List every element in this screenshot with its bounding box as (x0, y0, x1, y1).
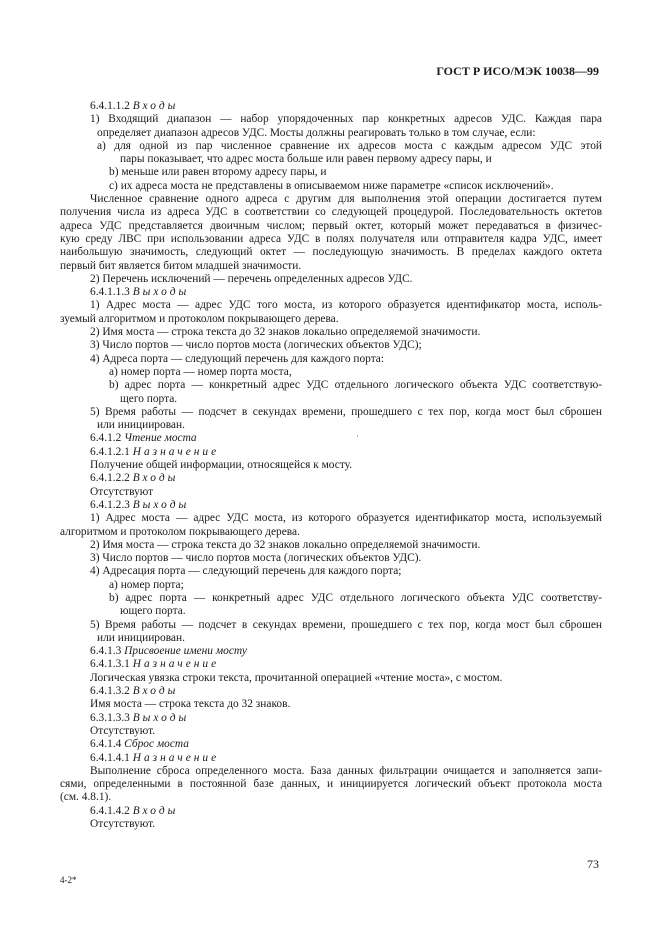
emphasis-text: Назначение (132, 445, 220, 458)
line-text: Получение общей информации, относящейся к мосту. (90, 459, 353, 472)
text-line (60, 100, 602, 113)
line-text: a) номер порта; (109, 578, 184, 591)
line-text: 1) Адрес моста — адрес УДС моста, из которого образуется идентификатор моста, используемый (90, 512, 602, 525)
emphasis-text: Чтение моста (124, 432, 197, 445)
line-text: сями, определенными в постоянной базе данных, и инициируется логический объект протокола моста (60, 778, 602, 791)
line-text: Логическая увязка строки текста, прочитанной операцией «чтение моста», с мостом. (90, 671, 503, 684)
line-text: a) номер порта — номер порта моста, (109, 365, 292, 378)
line-text: 4) Адреса порта — следующий перечень для каждого порта: (90, 352, 385, 365)
text-line (60, 113, 602, 126)
text-line (60, 539, 602, 552)
text-line (60, 180, 602, 193)
text-line (60, 632, 602, 645)
line-text: b) меньше или равен второму адресу пары, и (109, 166, 327, 179)
emphasis-text: Выходы (132, 498, 190, 511)
line-text: 6.4.1.2.1 (90, 445, 133, 458)
line-text: b) адрес порта — конкретный адрес УДС отдельного логического объекта УДС соответству- (109, 591, 602, 604)
line-text: Отсутствуют. (90, 724, 156, 737)
line-text: 6.4.1.1.2 (90, 100, 133, 112)
line-text: c) их адреса моста не представлены в описываемом ниже параметре «список исключений». (109, 179, 554, 192)
line-text: 6.4.1.2.3 (90, 498, 133, 511)
text-line (60, 672, 602, 685)
emphasis-text: Выходы (132, 711, 190, 724)
text-line (60, 752, 602, 765)
text-line (60, 286, 602, 299)
text-line (60, 698, 602, 711)
text-line (60, 605, 602, 618)
line-text: определяет диапазон адресов УДС. Мосты должны реагировать только в том случае, если: (97, 126, 536, 139)
text-line (60, 738, 602, 751)
text-line (60, 712, 602, 725)
text-line (60, 246, 602, 259)
line-text: Отсутствуют (90, 485, 154, 498)
line-text: Имя моста — строка текста до 32 знаков. (90, 698, 291, 711)
text-line (60, 459, 602, 472)
text-line (60, 432, 602, 445)
line-text: 3) Число портов — число портов моста (логических объектов УДС). (90, 552, 422, 565)
text-line (60, 472, 602, 485)
text-line (60, 565, 602, 578)
text-line (60, 233, 602, 246)
emphasis-text: Входы (132, 100, 179, 112)
text-line (60, 260, 602, 273)
line-text: Отсутствуют. (90, 818, 156, 831)
text-line (60, 353, 602, 366)
text-line (60, 446, 602, 459)
line-text: (см. 4.8.1). (60, 791, 112, 804)
text-line (60, 791, 602, 804)
line-text: или инициирован. (97, 419, 185, 432)
line-text: 3) Число портов — число портов моста (логических объектов УДС); (90, 339, 422, 352)
text-line (60, 166, 602, 179)
text-line (60, 419, 602, 432)
line-text: Численное сравнение одного адреса с другим для выполнения этой операции достигается путем (90, 193, 602, 206)
emphasis-text: Выходы (132, 286, 190, 299)
emphasis-text: Назначение (132, 658, 220, 671)
text-line (60, 366, 602, 379)
text-line (60, 140, 602, 153)
line-text: получения числа из адреса УДС в соответствии со следующей процедурой. Последовательность октетов (60, 206, 602, 219)
line-text: 6.4.1.4.2 (90, 804, 133, 817)
emphasis-text: Сброс моста (124, 738, 189, 751)
emphasis-text: Назначение (132, 751, 220, 764)
text-line (60, 299, 602, 312)
text-line (60, 339, 602, 352)
emphasis-text: Входы (132, 472, 179, 485)
line-text: a) для одной из пар численное сравнение их адресов моста с каждым адресом УДС этой (97, 139, 602, 152)
line-text: Выполнение сброса определенного моста. База данных фильтрации очищается и заполняется запи- (90, 764, 602, 777)
text-line (60, 206, 602, 219)
line-text: пары показывает, что адрес моста больше или равен первому адресу пары, и (120, 153, 492, 166)
text-line (60, 127, 602, 140)
line-text: 6.4.1.2.2 (90, 472, 133, 485)
line-text: алгоритмом и протоколом покрывающего дерева. (60, 525, 300, 538)
stray-mark: ' (357, 434, 359, 442)
text-line (60, 193, 602, 206)
text-line (60, 619, 602, 632)
line-text: 6.4.1.3.1 (90, 658, 133, 671)
line-text: 5) Время работы — подсчет в секундах времени, прошедшего с тех пор, когда мост был сброшен (90, 618, 602, 631)
text-line (60, 313, 602, 326)
text-line (60, 552, 602, 565)
line-text: щего порта. (120, 392, 178, 405)
line-text: или инициирован. (97, 631, 185, 644)
text-line (60, 592, 602, 605)
line-text: первый бит является битом младшей значимости. (60, 259, 302, 272)
text-line (60, 486, 602, 499)
text-line (60, 765, 602, 778)
text-line (60, 379, 602, 392)
line-text: 6.4.1.2 (90, 432, 125, 445)
text-line (60, 818, 602, 831)
line-text: 6.4.1.3.2 (90, 685, 133, 698)
text-line (60, 499, 602, 512)
line-text: 2) Перечень исключений — перечень определенных адресов УДС. (90, 272, 413, 285)
line-text: 6.4.1.4 (90, 738, 125, 751)
text-line (60, 393, 602, 406)
line-text: 2) Имя моста — строка текста до 32 знаков локально определяемой значимости. (90, 538, 481, 551)
text-line (60, 658, 602, 671)
line-text: 6.3.1.3.3 (90, 711, 133, 724)
line-text: 4) Адресация порта — следующий перечень для каждого порта; (90, 565, 402, 578)
text-line (60, 406, 602, 419)
line-text: 1) Входящий диапазон — набор упорядоченных пар конкретных адресов УДС. Каждая пара (90, 113, 602, 126)
emphasis-text: Входы (132, 804, 179, 817)
line-text: 6.4.1.4.1 (90, 751, 133, 764)
line-text: 5) Время работы — подсчет в секундах времени, прошедшего с тех пор, когда мост был сброшен (90, 405, 602, 418)
line-text: 6.4.1.1.3 (90, 286, 133, 299)
footer-signature: 4-2* (60, 875, 77, 885)
line-text: 1) Адрес моста — адрес УДС того моста, из которого образуется идентификатор моста, исполь- (90, 299, 602, 312)
line-text: наибольшую значимость, следующий октет — последующую значимость. В пределах каждого октета (60, 246, 602, 259)
text-line (60, 273, 602, 286)
text-line (60, 526, 602, 539)
text-line (60, 805, 602, 818)
text-line (60, 326, 602, 339)
line-text: ющего порта. (120, 605, 186, 618)
text-line (60, 153, 602, 166)
text-line (60, 778, 602, 791)
emphasis-text: Присвоение имени мосту (124, 645, 247, 658)
text-line (60, 645, 602, 658)
line-text: 2) Имя моста — строка текста до 32 знаков локально определяемой значимости. (90, 326, 481, 339)
document-body (60, 100, 602, 831)
text-line (60, 725, 602, 738)
page-header: ГОСТ Р ИСО/МЭК 10038—99 (436, 64, 599, 78)
emphasis-text: Входы (132, 685, 179, 698)
text-line (60, 685, 602, 698)
line-text: b) адрес порта — конкретный адрес УДС отдельного логического объекта УДС соответствую- (109, 379, 602, 392)
line-text: 6.4.1.3 (90, 645, 125, 658)
text-line (60, 579, 602, 592)
text-line (60, 220, 602, 233)
line-text: зуемый алгоритмом и протоколом покрывающего дерева. (60, 312, 339, 325)
text-line (60, 512, 602, 525)
page-number: 73 (587, 857, 599, 871)
line-text: кую среду ЛВС при использовании адреса УДС в полях получателя или отправителя кадра УДС, имеет (60, 232, 602, 245)
line-text: адреса УДС представляется двоичным числом; первый октет, который может передаваться в физичес- (60, 219, 602, 232)
